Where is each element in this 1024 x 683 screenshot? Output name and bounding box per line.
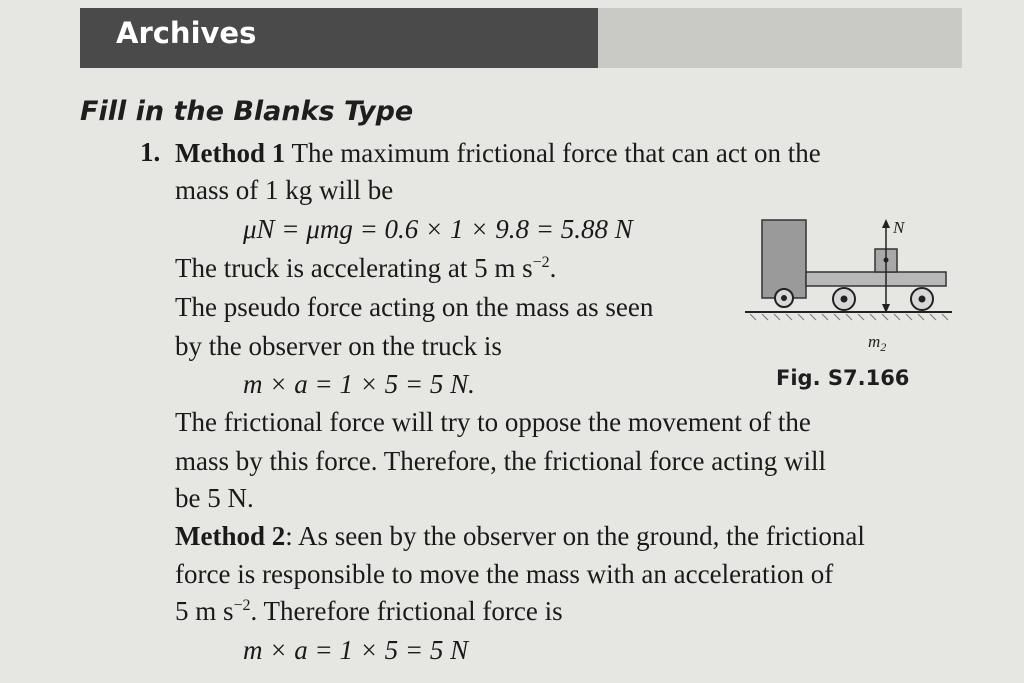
label-m2 (868, 332, 886, 354)
text-line-9 (175, 520, 865, 552)
text-line-6: The frictional force will try to oppose the movement of the (175, 407, 811, 437)
method2-label: Method 2 (175, 521, 286, 551)
line11-text: 5 m s (175, 596, 234, 626)
truck-figure (740, 215, 955, 355)
text-line-10: force is responsible to move the mass with an acceleration of (175, 559, 834, 589)
line11-exponent: −2 (233, 597, 251, 614)
text-line-3 (175, 252, 556, 284)
line9-text: : As seen by the observer on the ground, the frictional (285, 521, 865, 551)
line3-exponent: −2 (532, 254, 550, 271)
truck-cabin (762, 220, 806, 298)
equation-2: m × a = 1 × 5 = 5 N. (243, 369, 475, 399)
question-number: 1. (140, 137, 161, 167)
text-line-7: mass by this force. Therefore, the frictional force acting will (175, 446, 827, 476)
text-line-4: The pseudo force acting on the mass as seen (175, 292, 654, 322)
label-N: N (893, 218, 905, 237)
text-line-5: by the observer on the truck is (175, 331, 502, 361)
method1-label: Method 1 (175, 138, 286, 168)
section-title: Fill in the Blanks Type (80, 96, 414, 127)
text-line-1 (175, 137, 821, 169)
ground-hatch (750, 314, 948, 320)
truck-bed (806, 272, 946, 286)
line1-text: The maximum frictional force that can act on the (285, 138, 821, 168)
banner-title: Archives (116, 16, 257, 50)
normal-arrow-head (882, 219, 890, 228)
figure-caption: Fig. S7.166 (776, 366, 910, 390)
mass-center-dot (884, 258, 889, 263)
label-m2-text: m (868, 332, 881, 351)
label-m2-sub: 2 (880, 340, 887, 354)
line3-text: The truck is accelerating at 5 m s (175, 253, 533, 283)
line11-end: . Therefore frictional force is (250, 596, 563, 626)
text-line-2: mass of 1 kg will be (175, 175, 394, 205)
equation-3: m × a = 1 × 5 = 5 N (243, 635, 469, 665)
text-line-8: be 5 N. (175, 483, 254, 513)
equation-1: μN = μmg = 0.6 × 1 × 9.8 = 5.88 N (243, 214, 633, 244)
text-line-11 (175, 595, 563, 627)
banner-strip (598, 8, 962, 68)
line3-end: . (549, 253, 557, 283)
